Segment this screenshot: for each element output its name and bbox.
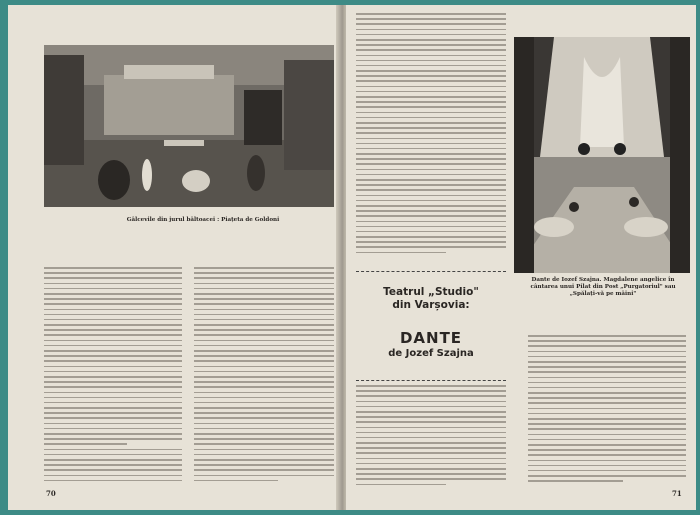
stage-photo-dante	[514, 37, 690, 273]
stage-photo-image	[44, 45, 334, 207]
left-page-number: 70	[46, 489, 56, 498]
article-title: DANTE	[399, 329, 463, 347]
left-text-column-2	[194, 267, 334, 495]
header-theatre-name: Teatrul „Studio"	[383, 286, 479, 298]
right-text-column-1	[356, 385, 506, 495]
article-author: de Jozef Szajna	[388, 348, 474, 359]
left-text-column-1	[44, 267, 182, 495]
header-city: din Varșovia:	[392, 299, 470, 311]
left-photo-caption: Gâlcevile din jurul bâltoacei : Piațeta de Goldoni	[126, 217, 280, 223]
right-text-column-2	[528, 335, 686, 497]
right-page	[346, 5, 696, 510]
article-header	[356, 271, 506, 381]
right-top-text-column	[356, 13, 506, 265]
left-page	[8, 5, 342, 510]
dante-photo-image	[514, 37, 690, 273]
right-page-number: 71	[672, 489, 682, 498]
right-photo-caption: Dante de Iozef Szajna. Magdalene angelice în cântarea unui Pilat din Post „Purgatoriul" sau „Spălați-vă pe mâini"	[530, 277, 676, 297]
stage-photo-piazzetta	[44, 45, 334, 207]
